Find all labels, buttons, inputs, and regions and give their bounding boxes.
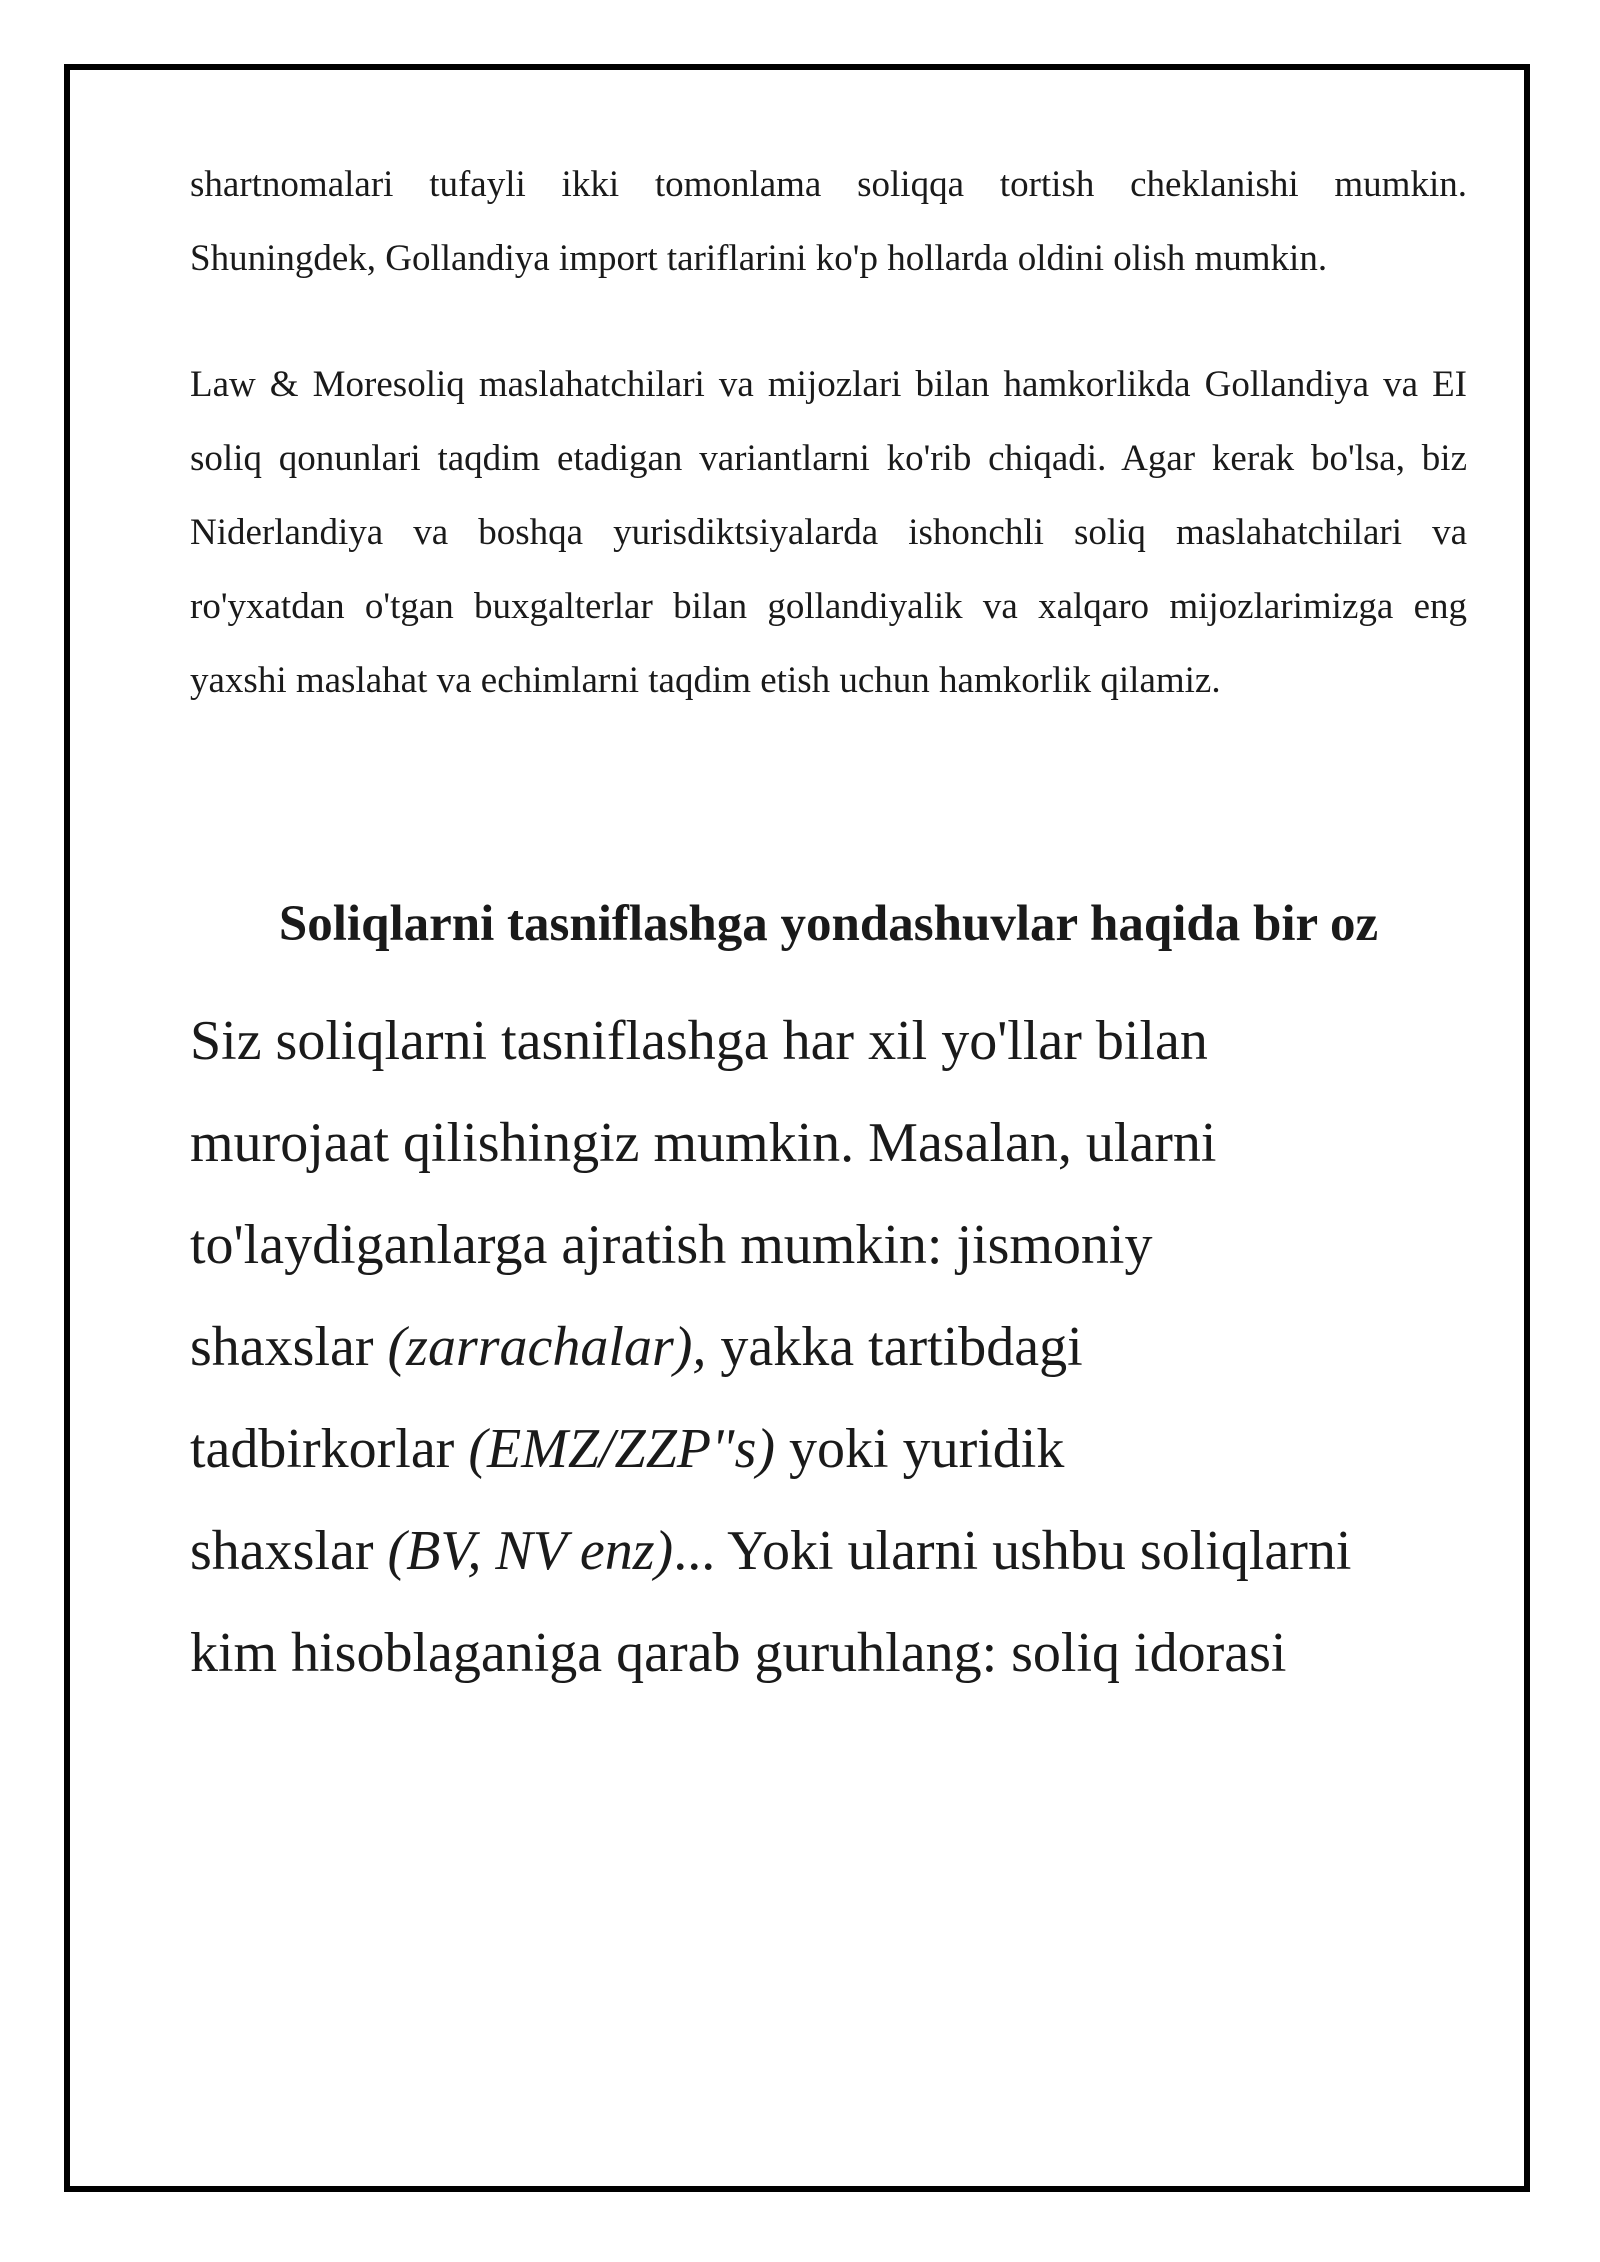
line-5-text-b: yoki yuridik xyxy=(775,1418,1065,1480)
line-6-italic: (BV, NV enz) xyxy=(387,1520,674,1582)
section-heading: Soliqlarni tasniflashga yondashuvlar haqida bir oz xyxy=(278,896,1379,952)
document-body xyxy=(190,148,1467,1704)
large-paragraph-line-3: to'laydiganlarga ajratish mumkin: jismoniy xyxy=(190,1214,1153,1276)
line-4-text-a: shaxslar xyxy=(190,1316,388,1378)
large-paragraph-line-5 xyxy=(190,1398,1467,1500)
line-5-text-a: tadbirkorlar xyxy=(190,1418,469,1480)
large-paragraph-line-4 xyxy=(190,1296,1467,1398)
large-paragraph-line-6 xyxy=(190,1500,1467,1602)
line-4-text-b: yakka tartibdagi xyxy=(706,1316,1083,1378)
line-6-text-b: ... Yoki ularni ushbu soliqlarni xyxy=(673,1520,1352,1582)
large-paragraph xyxy=(190,990,1467,1704)
large-paragraph-line-2: murojaat qilishingiz mumkin. Masalan, ularni xyxy=(190,1112,1217,1174)
line-5-italic: (EMZ/ZZP"s) xyxy=(468,1418,776,1480)
paragraph-1: shartnomalari tufayli ikki tomonlama soliqqa tortish cheklanishi mumkin. Shuningdek, Gollandiya import tariflarini ko'p hollarda oldini olish mumkin. xyxy=(190,164,1467,279)
paragraph-2: Law & Moresoliq maslahatchilari va mijozlari bilan hamkorlikda Gollandiya va EI soliq qonunlari taqdim etadigan variantlarni ko'rib chiqadi. Agar kerak bo'lsa, biz Niderlandiya va boshqa yurisdiktsiyalarda ishonchli soliq maslahatchilari va ro'yxatdan o'tgan buxgalterlar bilan gollandiyalik va xalqaro mijozlarimizga eng yaxshi maslahat va echimlarni taqdim etish uchun hamkorlik qilamiz. xyxy=(190,364,1467,701)
line-4-italic: (zarrachalar), xyxy=(387,1316,707,1378)
large-paragraph-line-7: kim hisoblaganiga qarab guruhlang: soliq idorasi xyxy=(190,1622,1287,1684)
large-paragraph-line-1: Siz soliqlarni tasniflashga har xil yo'llar bilan xyxy=(190,1010,1208,1072)
line-6-text-a: shaxslar xyxy=(190,1520,388,1582)
